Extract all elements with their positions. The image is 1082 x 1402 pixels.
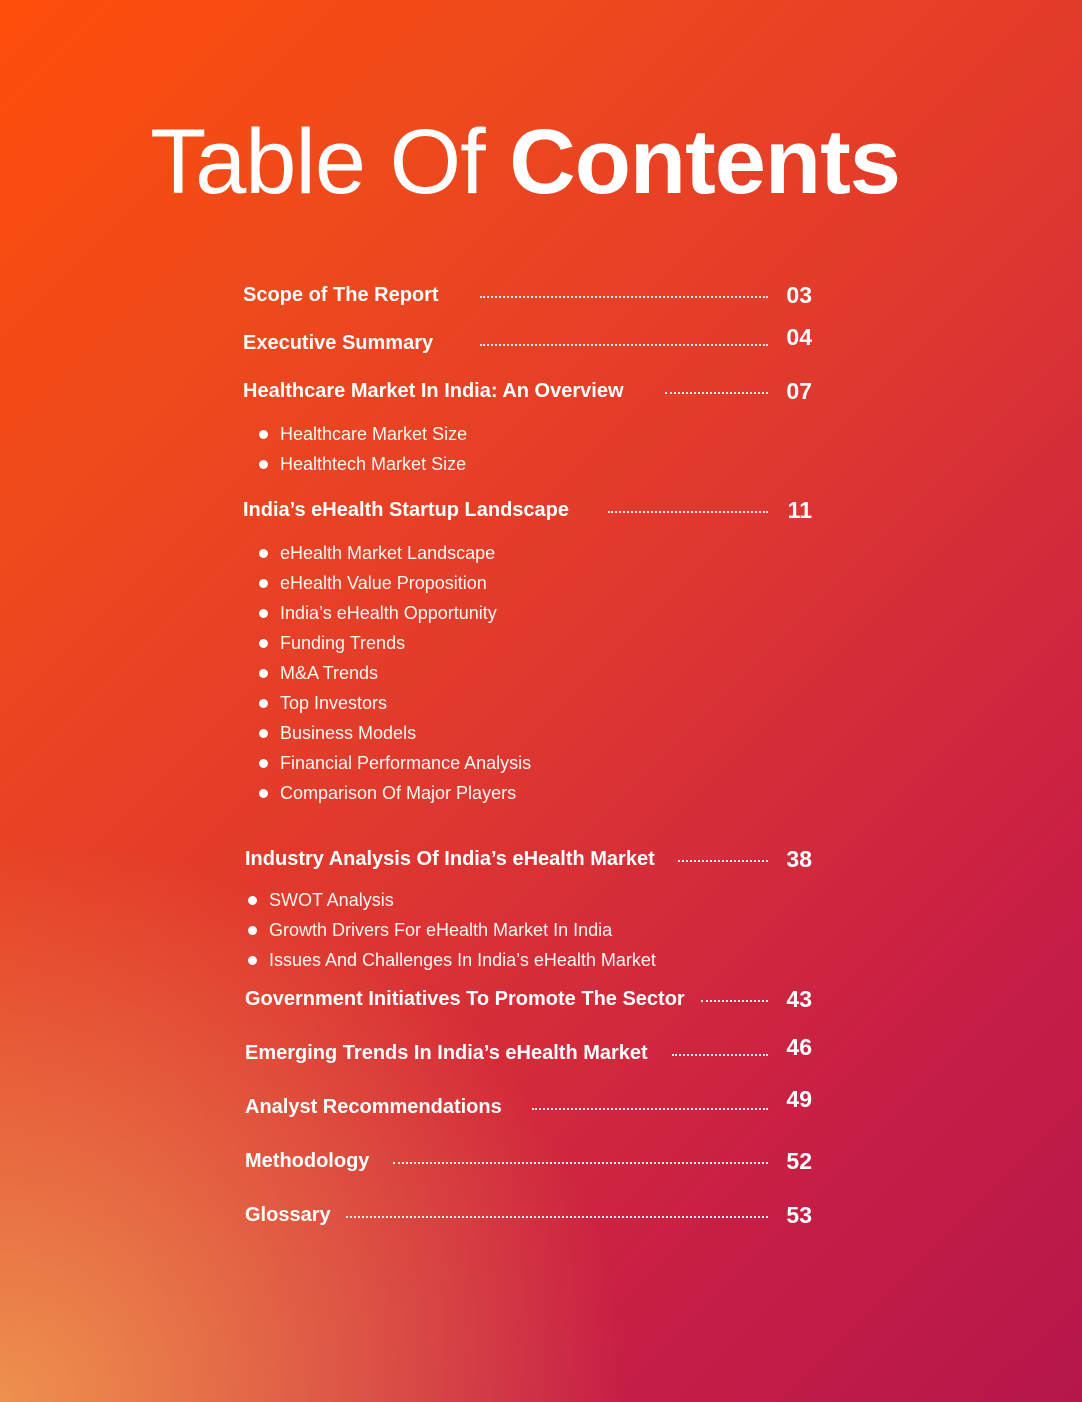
toc-entry-label: Emerging Trends In India’s eHealth Market	[245, 1041, 648, 1064]
toc-subitem-label: Funding Trends	[280, 632, 406, 653]
toc-page-number: 52	[786, 1147, 812, 1174]
toc-subitem[interactable]	[259, 450, 466, 478]
toc-entry-label: Executive Summary	[243, 331, 434, 354]
toc-subitem-label: eHealth Value Proposition	[280, 572, 487, 593]
toc-subitem[interactable]	[259, 539, 495, 567]
toc-page-number: 49	[786, 1086, 812, 1112]
toc-subitem-label: SWOT Analysis	[269, 889, 394, 910]
toc-entry-label: Methodology	[245, 1149, 370, 1172]
bullet-icon	[259, 609, 268, 618]
bullet-icon	[248, 926, 257, 935]
dot-leader	[678, 860, 768, 862]
toc-subitem[interactable]	[259, 659, 378, 687]
title-light: Table Of	[150, 111, 485, 213]
toc-subitem[interactable]	[259, 569, 487, 597]
toc-entry[interactable]	[245, 1086, 813, 1122]
dot-leader	[672, 1054, 768, 1056]
toc-subitem[interactable]	[259, 420, 467, 448]
toc-entry-label: Healthcare Market In India: An Overview	[243, 379, 624, 402]
dot-leader	[480, 344, 768, 346]
toc-entry[interactable]	[243, 376, 813, 406]
dot-leader	[480, 296, 768, 298]
bullet-icon	[259, 549, 268, 558]
toc-entry-label: Industry Analysis Of India’s eHealth Market	[245, 847, 655, 870]
dot-leader	[346, 1216, 768, 1218]
toc-entry[interactable]	[245, 1034, 813, 1068]
page-title	[0, 112, 1050, 212]
bullet-icon	[259, 430, 268, 439]
toc-page-number: 11	[787, 496, 812, 523]
dot-leader	[393, 1162, 768, 1164]
toc-subitem-label: M&A Trends	[280, 662, 379, 683]
toc-subitem[interactable]	[259, 599, 497, 627]
bullet-icon	[259, 669, 268, 678]
toc-subitem[interactable]	[259, 689, 387, 717]
toc-subitem[interactable]	[259, 629, 405, 657]
bullet-icon	[259, 460, 268, 469]
toc-entry[interactable]	[245, 844, 813, 874]
title-bold: Contents	[509, 111, 900, 213]
toc-entry[interactable]	[243, 495, 813, 525]
toc-subitem-label: Top Investors	[280, 692, 388, 713]
dot-leader	[608, 511, 768, 513]
toc-subitem[interactable]	[248, 946, 656, 974]
toc-entry-label: India’s eHealth Startup Landscape	[243, 498, 570, 521]
toc-entry-label: Government Initiatives To Promote The Sector	[245, 987, 685, 1010]
toc-subitem[interactable]	[259, 779, 516, 807]
dot-leader	[532, 1108, 768, 1110]
bullet-icon	[259, 699, 268, 708]
bullet-icon	[248, 956, 257, 965]
bullet-icon	[259, 729, 268, 738]
toc-subitem-label: Issues And Challenges In India’s eHealth Market	[269, 949, 656, 970]
toc-page-number: 07	[786, 377, 812, 404]
toc-subitem-label: Growth Drivers For eHealth Market In India	[269, 919, 613, 940]
toc-page-number: 53	[786, 1201, 812, 1228]
toc-entry[interactable]	[245, 984, 813, 1014]
toc-subitem-label: India’s eHealth Opportunity	[280, 602, 497, 623]
bullet-icon	[259, 639, 268, 648]
toc-entry-label: Analyst Recommendations	[245, 1095, 502, 1118]
bullet-icon	[259, 789, 268, 798]
toc-entry-label: Glossary	[245, 1203, 331, 1226]
toc-entry[interactable]	[243, 280, 813, 310]
toc-subitem[interactable]	[259, 749, 531, 777]
toc-page-number: 43	[786, 985, 812, 1012]
toc-entry[interactable]	[243, 324, 813, 358]
toc-subitem-label: Healthcare Market Size	[280, 423, 468, 444]
toc-entry[interactable]	[245, 1146, 813, 1176]
toc-subitem-label: eHealth Market Landscape	[280, 542, 496, 563]
toc-subitem-label: Comparison Of Major Players	[280, 782, 517, 803]
dot-leader	[665, 392, 768, 394]
toc-page-number: 03	[786, 281, 812, 308]
toc-subitem-label: Financial Performance Analysis	[280, 752, 532, 773]
toc-entry[interactable]	[245, 1200, 813, 1230]
toc-subitem[interactable]	[248, 886, 394, 914]
toc-entry-label: Scope of The Report	[243, 283, 439, 306]
toc-subitem-label: Business Models	[280, 722, 417, 743]
toc-page-number: 46	[786, 1034, 812, 1060]
bullet-icon	[259, 579, 268, 588]
dot-leader	[701, 1000, 768, 1002]
toc-page-number: 04	[786, 324, 812, 350]
toc-subitem-label: Healthtech Market Size	[280, 453, 467, 474]
bullet-icon	[259, 759, 268, 768]
toc-subitem[interactable]	[248, 916, 612, 944]
toc-page-number: 38	[786, 845, 812, 872]
toc-subitem[interactable]	[259, 719, 416, 747]
bullet-icon	[248, 896, 257, 905]
